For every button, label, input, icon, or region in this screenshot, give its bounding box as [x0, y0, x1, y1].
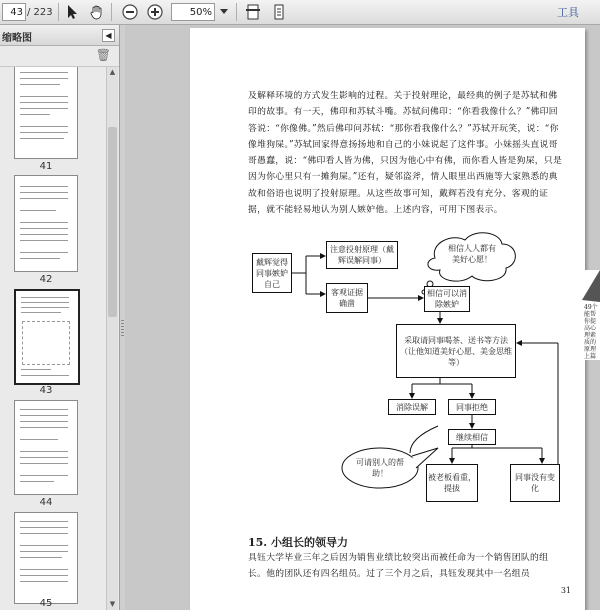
thumbnail-label: 43 — [39, 385, 53, 396]
scrollbar-thumb[interactable] — [108, 127, 117, 317]
thumbnail-page-43[interactable] — [14, 289, 80, 385]
plus-circle-icon — [147, 4, 163, 20]
chapter-side-tab — [570, 270, 600, 360]
page-total: / 223 — [27, 6, 53, 18]
diagram-node-nochange: 同事没有变化 — [510, 464, 560, 502]
thumbnail-page-42[interactable] — [14, 175, 78, 272]
thumbnail-label: 45 — [39, 598, 53, 609]
thumbnails-panel-header — [0, 25, 119, 46]
thumbnail-page-44[interactable] — [14, 400, 78, 495]
toolbar — [0, 0, 600, 25]
toolbar-separator — [111, 3, 112, 21]
document-page — [190, 28, 585, 610]
section-heading: 15. 小组长的领导力 — [248, 536, 348, 549]
diagram-node-thought: 相信人人都有美好心愿！ — [448, 244, 496, 264]
thumbnails-panel-title: 缩略图 — [2, 33, 32, 44]
diagram-node-dispel: 消除误解 — [388, 399, 436, 415]
page-number-input[interactable]: 43 — [2, 3, 26, 21]
zoom-dropdown-button[interactable] — [214, 3, 234, 21]
zoom-level-input[interactable]: 50% — [171, 3, 215, 21]
scroll-down-arrow[interactable]: ▼ — [109, 600, 116, 608]
fit-page-button[interactable] — [243, 3, 263, 21]
chapter-tab-text: 49个能帮你提高心理素质的原理 上篇 — [584, 304, 598, 360]
fit-page-icon — [246, 4, 260, 20]
hand-tool-button[interactable] — [87, 3, 107, 21]
body-paragraph: 具钰大学毕业三年之后因为销售业绩比较突出而被任命为一个销售团队的组长。他的团队还有四名组员。过了三个月之后，具钰发现其中一名组员 — [248, 553, 549, 580]
scroll-page-icon — [272, 4, 286, 20]
tools-menu-button[interactable]: 工具 — [557, 6, 579, 19]
diagram-node-projection: 注意投射原理（戴辉误解同事） — [326, 241, 398, 269]
cursor-arrow-icon — [66, 4, 80, 20]
diagram-node-evidence: 客观证据确凿 — [326, 283, 368, 313]
trash-icon[interactable]: 🗑 — [95, 48, 111, 62]
thumbnail-page-45[interactable] — [14, 512, 78, 604]
chevron-down-icon — [220, 9, 228, 15]
toolbar-separator — [58, 3, 59, 21]
scroll-mode-button[interactable] — [269, 3, 289, 21]
body-paragraph: 及解释环境的方式发生影响的过程。关于投射理论，最经典的例子是苏轼和佛印的故事。有一天，佛印和苏轼斗嘴。苏轼问佛印：“你看我像什么？”佛印回答说：“你像佛。”然后佛印问苏轼：“那你看我像什么？”苏轼开玩笑，说：“你像堆狗屎。”苏轼回家得意扬扬地和自己的小妹说起了这件事。小妹摇头直说哥哥愚蠢，说：“佛印看人皆为佛，只因为他心中有佛，而你看人皆是狗屎，只是因为你心里只有一摊狗屎。”还有，疑邻盗斧，情人眼里出西施等大家熟悉的典故和俗语也说明了投射原理。从这些故事可知，戴辉若没有充分、客观的证据，就不能轻易地认为别人嫉妒他。上述内容，可用下图表示。 — [248, 91, 563, 216]
thumbnail-label: 44 — [39, 497, 53, 508]
diagram-node-report: 被老板看重，提拔 — [426, 464, 478, 502]
diagram-node-ask: 可请别人的帮助！ — [356, 458, 404, 478]
page-number: 31 — [560, 586, 571, 595]
diagram-node-trust: 相信可以消除嫉妒 — [424, 286, 470, 312]
select-tool-button[interactable] — [63, 3, 83, 21]
thumbnail-page-41[interactable] — [14, 67, 78, 159]
thumbnails-panel-toolbar — [0, 46, 119, 67]
zoom-in-button[interactable] — [145, 3, 165, 21]
flowchart-connectors — [190, 28, 585, 528]
scroll-up-arrow[interactable]: ▲ — [109, 68, 116, 76]
diagram-node-action: 采取请同事喝茶、送书等方法（让他知道美好心愿、美金思维等） — [396, 324, 516, 378]
thumbnail-label: 41 — [39, 161, 53, 172]
thumbnails-panel — [0, 25, 120, 610]
collapse-panel-button[interactable]: ◀ — [102, 29, 115, 42]
zoom-out-button[interactable] — [120, 3, 140, 21]
grip-icon — [121, 320, 124, 338]
thumbnail-label: 42 — [39, 274, 53, 285]
diagram-node-daihui: 戴辉觉得同事嫉妒自己 — [252, 253, 292, 293]
hand-icon — [89, 4, 105, 20]
toolbar-separator — [236, 3, 237, 21]
thumbnail-list — [0, 67, 104, 610]
minus-circle-icon — [122, 4, 138, 20]
diagram-node-persist: 继续相信 — [448, 429, 496, 445]
thumbnail-scrollbar[interactable] — [106, 67, 118, 610]
diagram-node-reject: 同事拒绝 — [448, 399, 496, 415]
